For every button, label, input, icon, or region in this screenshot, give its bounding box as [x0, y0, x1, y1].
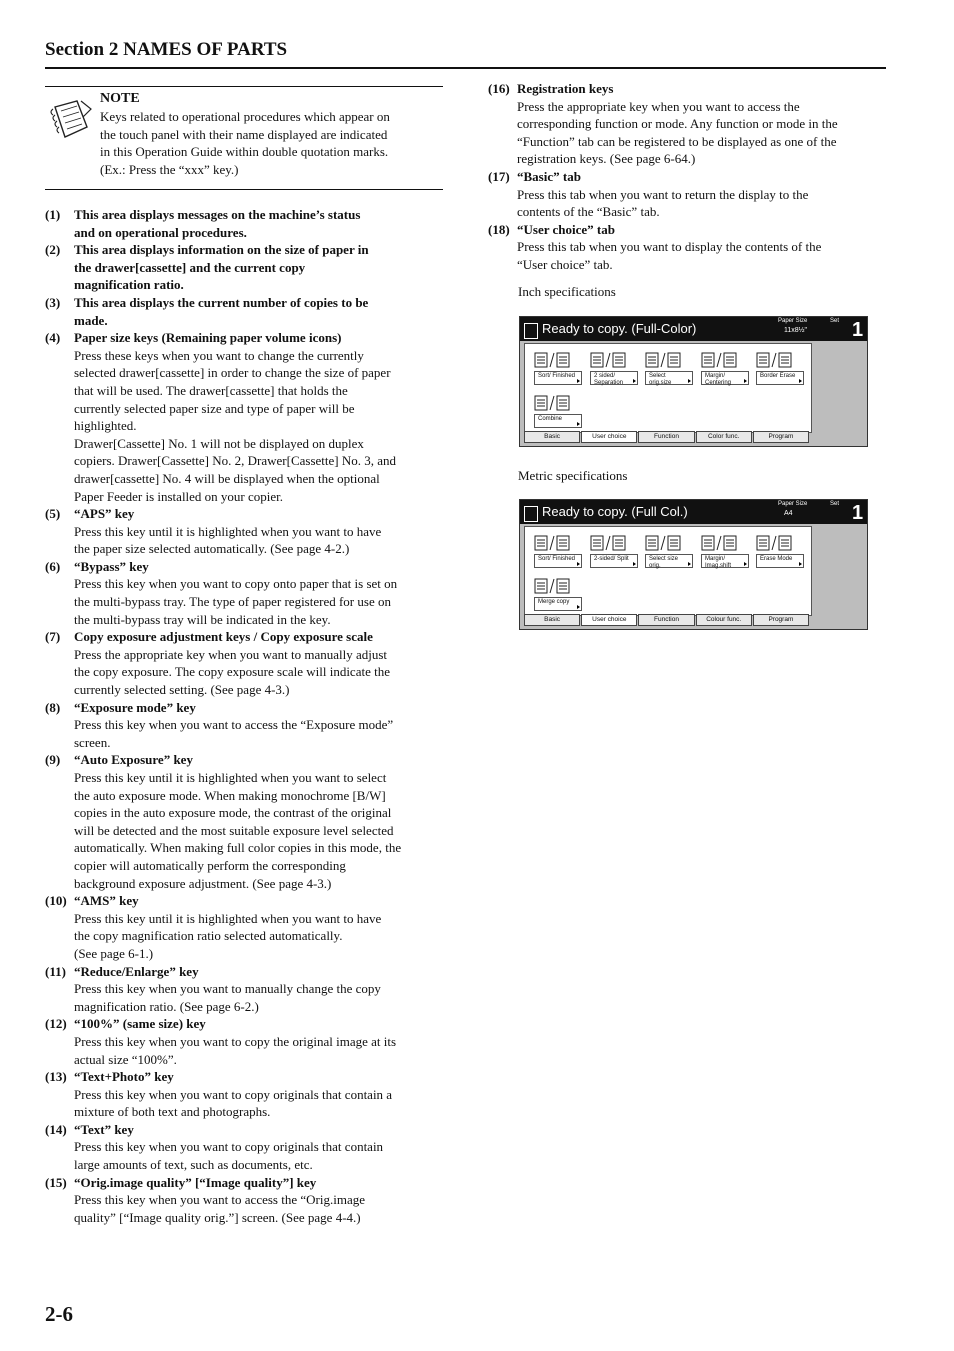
- tab-user-choice[interactable]: User choice: [581, 431, 637, 443]
- part-heading: “Text+Photo” key: [74, 1069, 174, 1085]
- page-number: 2-6: [45, 1302, 73, 1326]
- function-icon: [534, 394, 578, 412]
- tab-program[interactable]: Program: [753, 614, 809, 626]
- function-icon: [701, 351, 745, 369]
- note-title: NOTE: [100, 91, 140, 106]
- set-label: Set: [830, 501, 840, 507]
- part-heading: “AMS” key: [74, 893, 139, 909]
- function-icon: [590, 351, 634, 369]
- tab-colour-func[interactable]: Colour func.: [696, 614, 752, 626]
- registration-area: [524, 343, 812, 433]
- metric-spec-label: Metric specifications: [518, 468, 628, 483]
- function-icon: [756, 534, 800, 552]
- part-item: [488, 221, 886, 274]
- function-key[interactable]: Merge copy: [534, 597, 582, 611]
- tab-basic[interactable]: Basic: [524, 431, 580, 443]
- part-heading: “Exposure mode” key: [74, 699, 196, 715]
- indent: [45, 312, 74, 330]
- part-item: [45, 699, 443, 752]
- part-number: (13): [45, 1069, 67, 1085]
- part-heading: magnification ratio.: [74, 277, 184, 293]
- part-heading: This area displays the current number of copies to be: [74, 294, 369, 310]
- part-item: [45, 1068, 443, 1121]
- tab-bar: [524, 431, 810, 443]
- part-item: [45, 241, 443, 294]
- function-icon: [534, 577, 578, 595]
- part-description: “User choice” tab.: [517, 256, 613, 272]
- function-key[interactable]: Margin/ Centering: [701, 371, 749, 385]
- part-description: Press this tab when you want to display the contents of the: [517, 239, 822, 255]
- part-description: Press this key until it is highlighted when you want to have: [74, 910, 382, 926]
- part-description: Press this key when you want to copy originals that contain a: [74, 1086, 393, 1102]
- part-heading: “Reduce/Enlarge” key: [74, 963, 199, 979]
- part-heading: Paper size keys (Remaining paper volume icons): [74, 330, 342, 346]
- part-description: screen.: [74, 734, 111, 750]
- function-key[interactable]: Erase Mode: [756, 554, 804, 568]
- function-icon: [645, 534, 689, 552]
- part-description: selected drawer[cassette] in order to change the size of paper: [74, 365, 391, 381]
- function-key[interactable]: Sort/ Finished: [534, 554, 582, 568]
- part-description: actual size “100%”.: [74, 1051, 177, 1067]
- function-key[interactable]: 2-sided/ Split: [590, 554, 638, 568]
- part-heading: “User choice” tab: [517, 221, 615, 237]
- part-description: quality” [“Image quality orig.”] screen. (See page 4-4.): [74, 1209, 361, 1225]
- part-item: [45, 1121, 443, 1174]
- part-number: (9): [45, 752, 61, 768]
- function-key[interactable]: Sort/ Finished: [534, 371, 582, 385]
- part-number: (5): [45, 506, 61, 522]
- part-description: the copy exposure. The copy exposure scale will indicate the: [74, 664, 390, 680]
- part-item: [45, 1015, 443, 1068]
- left-column: [45, 86, 443, 1226]
- part-item: [45, 505, 443, 558]
- note-line: Keys related to operational procedures which appear on: [100, 109, 390, 124]
- status-message: Ready to copy. (Full-Color): [542, 321, 697, 336]
- part-description: corresponding function or mode. Any function or mode in the: [517, 116, 838, 132]
- part-description: Press this tab when you want to return the display to the: [517, 186, 809, 202]
- part-number: (7): [45, 629, 61, 645]
- paper-size-label: Paper Size: [778, 501, 808, 507]
- part-number: (2): [45, 242, 61, 258]
- function-icon: [756, 351, 800, 369]
- part-item: [488, 80, 886, 168]
- part-number: (18): [488, 221, 510, 237]
- tab-basic[interactable]: Basic: [524, 614, 580, 626]
- part-heading: This area displays messages on the machine’s status: [74, 207, 361, 222]
- part-description: Drawer[Cassette] No. 1 will not be displayed on duplex: [74, 435, 364, 451]
- note-body: [100, 108, 440, 178]
- part-item: [45, 329, 443, 505]
- function-icon: [534, 534, 578, 552]
- part-heading: and on operational procedures.: [74, 224, 247, 240]
- part-item: [45, 558, 443, 628]
- part-heading: “Text” key: [74, 1121, 134, 1137]
- part-heading: “APS” key: [74, 506, 135, 522]
- part-description: magnification ratio. (See page 6-2.): [74, 998, 259, 1014]
- part-heading: Registration keys: [517, 81, 614, 96]
- part-description: Press this key until it is highlighted when you want to have: [74, 523, 382, 539]
- part-number: (8): [45, 699, 61, 715]
- part-description: background exposure adjustment. (See page 4-3.): [74, 875, 332, 891]
- part-item: [45, 751, 443, 892]
- part-description: Press the appropriate key when you want to access the: [517, 98, 800, 114]
- function-icon: [534, 351, 578, 369]
- inch-spec-label: Inch specifications: [518, 284, 616, 299]
- part-number: (4): [45, 330, 61, 346]
- part-number: (17): [488, 168, 510, 184]
- tab-bar: [524, 614, 810, 626]
- part-heading: the drawer[cassette] and the current copy: [74, 259, 306, 275]
- part-description: copies in the auto exposure mode, the contrast of the original: [74, 805, 392, 821]
- status-message: Ready to copy. (Full Col.): [542, 504, 688, 519]
- right-column: [488, 80, 886, 274]
- note-line: (Ex.: Press the “xxx” key.): [100, 161, 239, 177]
- part-description: Press the appropriate key when you want to manually adjust: [74, 646, 388, 662]
- touch-panel-metric: [519, 499, 868, 630]
- top-rule: [45, 67, 886, 69]
- tab-user-choice[interactable]: User choice: [581, 614, 637, 626]
- message-bar: [520, 500, 867, 524]
- part-description: large amounts of text, such as documents, etc.: [74, 1157, 313, 1173]
- section-title: Section 2 NAMES OF PARTS: [45, 39, 288, 60]
- note-pad-icon: [47, 97, 93, 143]
- part-heading: “Auto Exposure” key: [74, 752, 193, 768]
- part-description: Press this key when you want to copy the original image at its: [74, 1033, 397, 1049]
- part-heading: “Orig.image quality” [“Image quality”] key: [74, 1174, 317, 1190]
- part-heading: “Basic” tab: [517, 168, 581, 184]
- function-key[interactable]: Select size orig.: [645, 554, 693, 568]
- part-heading: made.: [74, 312, 108, 328]
- part-description: Press this key when you want to copy originals that contain: [74, 1139, 384, 1155]
- paper-size-value: 11x8½": [784, 327, 807, 334]
- paper-size-value: A4: [784, 510, 793, 517]
- part-description: contents of the “Basic” tab.: [517, 204, 660, 220]
- part-description: the auto exposure mode. When making monochrome [B/W]: [74, 787, 386, 803]
- part-description: that will be used. The drawer[cassette] that holds the: [74, 382, 348, 398]
- tab-function[interactable]: Function: [638, 431, 694, 443]
- part-description: copier will automatically perform the corresponding: [74, 857, 346, 873]
- part-description: Press this key when you want to manually change the copy: [74, 981, 381, 997]
- part-item: [45, 892, 443, 962]
- part-heading: Copy exposure adjustment keys / Copy exposure scale: [74, 629, 373, 645]
- status-icon: [524, 323, 538, 339]
- parts-list-right: [488, 80, 886, 274]
- part-description: mixture of both text and photographs.: [74, 1104, 271, 1120]
- note-box: [45, 86, 443, 190]
- message-bar: [520, 317, 867, 341]
- part-description: Press this key until it is highlighted when you want to select: [74, 770, 387, 785]
- part-number: (6): [45, 558, 61, 574]
- part-description: automatically. When making full color copies in this mode, the: [74, 840, 402, 856]
- part-description: the multi-bypass tray. The type of paper registered for use on: [74, 594, 391, 610]
- part-description: Press these keys when you want to change the currently: [74, 347, 364, 363]
- tab-program[interactable]: Program: [753, 431, 809, 443]
- part-description: (See page 6-1.): [74, 945, 154, 961]
- status-icon: [524, 506, 538, 522]
- part-description: Press this key when you want to copy onto paper that is set on: [74, 576, 398, 592]
- part-description: the multi-bypass tray will be indicated in the key.: [74, 611, 331, 627]
- part-description: “Function” tab can be registered to be displayed as one of the: [517, 133, 837, 149]
- part-description: the paper size selected automatically. (See page 4-2.): [74, 541, 350, 557]
- tab-color-func[interactable]: Color func.: [696, 431, 752, 443]
- part-heading: “Bypass” key: [74, 558, 149, 574]
- function-key[interactable]: Margin/ Imag.shift: [701, 554, 749, 568]
- part-item: [45, 206, 443, 241]
- note-line: the touch panel with their name displayed are indicated: [100, 126, 388, 142]
- part-description: Press this key when you want to access the “Orig.image: [74, 1192, 365, 1208]
- function-icon: [645, 351, 689, 369]
- indent: [45, 276, 74, 294]
- function-key[interactable]: Border Erase: [756, 371, 804, 385]
- part-number: (10): [45, 893, 67, 909]
- part-number: (14): [45, 1121, 67, 1137]
- part-description: drawer[cassette] No. 4 will be displayed when the optional: [74, 470, 380, 486]
- part-description: Press this key when you want to access the “Exposure mode”: [74, 717, 394, 733]
- part-heading: “100%” (same size) key: [74, 1016, 206, 1032]
- part-description: will be detected and the most suitable exposure level selected: [74, 822, 394, 838]
- part-description: copiers. Drawer[Cassette] No. 2, Drawer[Cassette] No. 3, and: [74, 453, 396, 469]
- part-description: the copy magnification ratio selected automatically.: [74, 928, 343, 944]
- part-item: [45, 963, 443, 1016]
- note-line: in this Operation Guide within double quotation marks.: [100, 144, 389, 160]
- function-icon: [590, 534, 634, 552]
- part-number: (16): [488, 81, 510, 96]
- registration-area: [524, 526, 812, 616]
- part-description: currently selected paper size and type of paper will be: [74, 400, 355, 416]
- part-heading: This area displays information on the size of paper in: [74, 242, 369, 258]
- part-item: [45, 1174, 443, 1227]
- function-key[interactable]: 2 sided/ Separation: [590, 371, 638, 385]
- part-item: [45, 628, 443, 698]
- part-number: (1): [45, 207, 61, 222]
- function-key[interactable]: Combine: [534, 414, 582, 428]
- set-label: Set: [830, 318, 840, 324]
- part-number: (11): [45, 963, 66, 979]
- indent: [45, 259, 74, 277]
- tab-function[interactable]: Function: [638, 614, 694, 626]
- part-number: (15): [45, 1174, 67, 1190]
- paper-size-label: Paper Size: [778, 318, 808, 324]
- part-description: currently selected setting. (See page 4-3.): [74, 682, 290, 698]
- function-key[interactable]: Select orig.size: [645, 371, 693, 385]
- part-description: Paper Feeder is installed on your copier.: [74, 488, 284, 504]
- indent: [45, 224, 74, 242]
- touch-panel-inch: [519, 316, 868, 447]
- copy-count: 1: [852, 502, 864, 524]
- part-item: [488, 168, 886, 221]
- part-description: registration keys. (See page 6-64.): [517, 151, 696, 167]
- part-number: (3): [45, 294, 61, 310]
- part-number: (12): [45, 1016, 67, 1032]
- function-icon: [701, 534, 745, 552]
- part-description: highlighted.: [74, 418, 137, 434]
- part-item: [45, 294, 443, 329]
- copy-count: 1: [852, 319, 864, 341]
- parts-list-left: [45, 206, 443, 1226]
